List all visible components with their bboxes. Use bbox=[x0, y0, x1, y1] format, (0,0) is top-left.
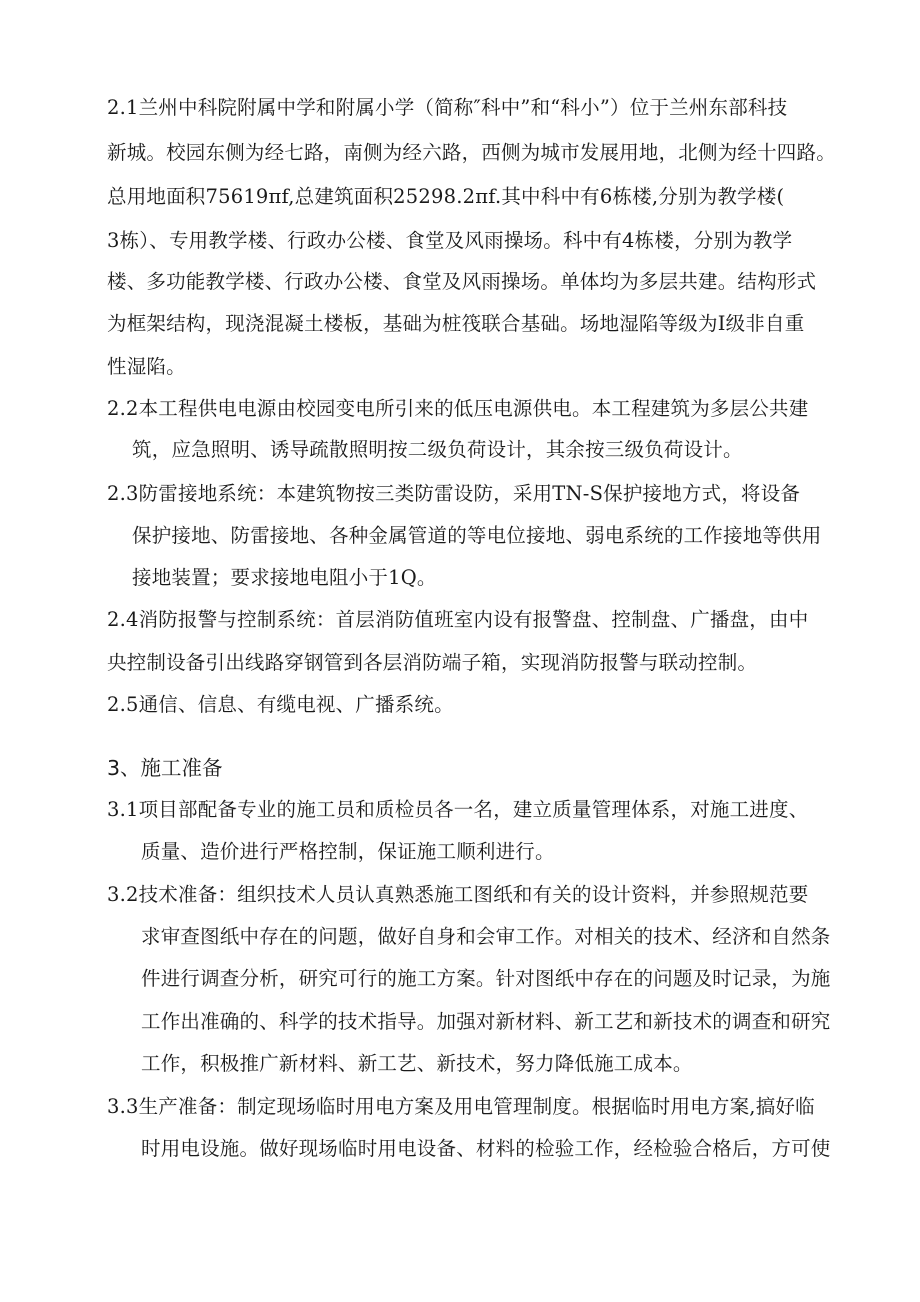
para-3-2-line-4: 工作出准确的、科学的技术指导。加强对新材料、新工艺和新技术的调查和研究 bbox=[141, 1010, 831, 1033]
para-2-3-line-3: 接地装置；要求接地电阻小于1Q。 bbox=[132, 566, 437, 589]
para-2-1-line-5: 楼、多功能教学楼、行政办公楼、食堂及风雨操场。单体均为多层共建。结构形式 bbox=[107, 270, 817, 293]
para-2-2-line-1: 2.2本工程供电电源由校园变电所引来的低压电源供电。本工程建筑为多层公共建 bbox=[107, 397, 809, 420]
para-3-2-line-3: 件进行调查分析，研究可行的施工方案。针对图纸中存在的问题及时记录，为施 bbox=[141, 967, 831, 990]
para-2-5-line-1: 2.5通信、信息、有缆电视、广播系统。 bbox=[107, 693, 454, 716]
para-2-1-line-6: 为框架结构，现浇混凝土楼板，基础为桩筏联合基础。场地湿陷等级为Ⅰ级非自重 bbox=[107, 312, 805, 335]
para-2-4-line-1: 2.4消防报警与控制系统：首层消防值班室内设有报警盘、控制盘、广播盘，由中 bbox=[107, 608, 809, 631]
para-3-2-line-1: 3.2技术准备：组织技术人员认真熟悉施工图纸和有关的设计资料，并参照规范要 bbox=[107, 883, 809, 906]
para-2-3-line-2: 保护接地、防雷接地、各种金属管道的等电位接地、弱电系统的工作接地等供用 bbox=[132, 524, 822, 547]
para-2-1-line-2: 新城。校园东侧为经七路，南侧为经六路，西侧为城市发展用地，北侧为经十四路。 bbox=[107, 141, 836, 164]
para-2-1-line-7: 性湿陷。 bbox=[107, 355, 186, 378]
para-3-2-line-5: 工作，积极推广新材料、新工艺、新技术，努力降低施工成本。 bbox=[141, 1052, 693, 1075]
para-3-1-line-1: 3.1项目部配备专业的施工员和质检员各一名，建立质量管理体系，对施工进度、 bbox=[107, 798, 809, 821]
para-2-1-line-3: 总用地面积75619πf,总建筑面积25298.2πf.其中科中有6栋楼,分别为教学楼( bbox=[107, 185, 785, 208]
para-2-4-line-2: 央控制设备引出线路穿钢管到各层消防端子箱，实现消防报警与联动控制。 bbox=[107, 651, 758, 674]
para-2-1-line-4: 3栋）、专用教学楼、行政办公楼、食堂及风雨操场。科中有4栋楼，分别为教学 bbox=[107, 229, 793, 252]
para-3-3-line-2: 时用电设施。做好现场临时用电设备、材料的检验工作，经检验合格后，方可使 bbox=[141, 1137, 831, 1160]
para-3-2-line-2: 求审查图纸中存在的问题，做好自身和会审工作。对相关的技术、经济和自然条 bbox=[141, 925, 831, 948]
section-3-heading: 3、施工准备 bbox=[107, 756, 223, 780]
para-2-3-line-1: 2.3防雷接地系统：本建筑物按三类防雷设防，采用TN-S保护接地方式，将设备 bbox=[107, 482, 801, 505]
para-3-3-line-1: 3.3生产准备：制定现场临时用电方案及用电管理制度。根据临时用电方案,搞好临 bbox=[107, 1095, 815, 1118]
para-3-1-line-2: 质量、造价进行严格控制，保证施工顺利进行。 bbox=[141, 840, 555, 863]
para-2-1-line-1: 2.1兰州中科院附属中学和附属小学（简称″科中”和“科小”）位于兰州东部科技 bbox=[107, 96, 788, 119]
para-2-2-line-2: 筑，应急照明、诱导疏散照明按二级负荷设计，其余按三级负荷设计。 bbox=[132, 438, 743, 461]
